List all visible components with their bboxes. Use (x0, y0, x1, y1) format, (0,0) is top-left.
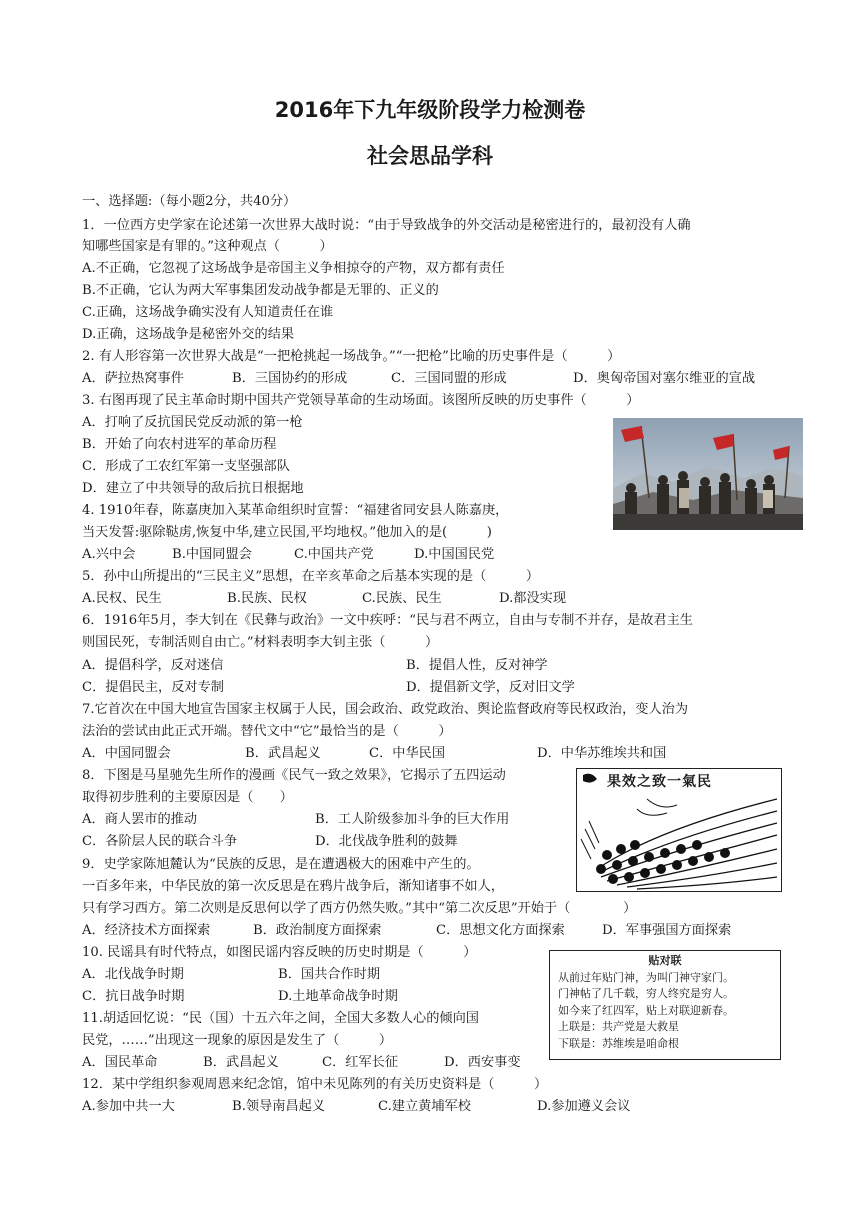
q7-stem-line2: 法治的尝试由此正式开端。替代文中“它”最恰当的是（ ） (82, 724, 452, 739)
cartoon-image (576, 768, 782, 892)
revolution-painting-image (613, 418, 803, 530)
exam-title: 2016年下九年级阶段学力检测卷 (274, 98, 586, 122)
q11-stem-line1: 11.胡适回忆说：“民（国）十五六年之间，全国大多数人心的倾向国 (82, 1011, 479, 1026)
exam-subtitle: 社会思品学科 (367, 144, 493, 168)
q1-option-b: B.不正确，它认为两大军事集团发动战争都是无罪的、正义的 (82, 283, 439, 298)
q8-option-c: C．各阶层人民的联合斗争 (82, 834, 238, 849)
q10-option-d: D.土地革命战争时期 (278, 989, 398, 1004)
q3-option-c: C．形成了工农红军第一支坚强部队 (82, 459, 290, 474)
q10-stem: 10. 民谣具有时代特点，如图民谣内容反映的历史时期是（ ） (82, 945, 477, 960)
q4-option-d: D.中国国民党 (414, 547, 495, 562)
q6-option-c: C．提倡民主，反对专制 (82, 680, 224, 695)
q7-option-b: B．武昌起义 (245, 746, 321, 761)
q4-stem-line2: 当天发誓:驱除鞑虏,恢复中华,建立民国,平均地权。”他加入的是( ) (82, 525, 492, 540)
q10-option-b: B．国共合作时期 (278, 967, 381, 982)
q3-option-d: D．建立了中共领导的敌后抗日根据地 (82, 481, 304, 496)
q11-stem-line2: 民党，……”出现这一现象的原因是发生了（ ） (82, 1033, 393, 1048)
q11-option-b: B．武昌起义 (203, 1055, 279, 1070)
q5-option-c: C.民族、民生 (362, 591, 442, 606)
q12-stem: 12．某中学组织参观周恩来纪念馆，馆中未见陈列的有关历史资料是（ ） (82, 1077, 548, 1092)
q2-option-a: A．萨拉热窝事件 (82, 371, 184, 386)
q9-option-c: C．思想文化方面探索 (436, 923, 565, 938)
q3-option-b: B．开始了向农村进军的革命历程 (82, 437, 277, 452)
q12-option-b: B.领导南昌起义 (232, 1099, 326, 1114)
q6-stem-line2: 则国民死，专制活则自由亡。”材料表明李大钊主张（ ） (82, 635, 439, 650)
q9-stem-line1: 9．史学家陈旭麓认为“民族的反思，是在遭遇极大的困难中产生的。 (82, 857, 480, 872)
q10-option-c: C．抗日战争时期 (82, 989, 185, 1004)
q6-stem-line1: 6．1916年5月，李大钊在《民彝与政治》一文中疾呼：“民与君不两立，自由与专制不并存，是故君主生 (82, 613, 693, 628)
q3-stem: 3. 右图再现了民主革命时期中国共产党领导革命的生动场面。该图所反映的历史事件（ ） (82, 393, 640, 408)
q6-option-a: A．提倡科学，反对迷信 (82, 658, 224, 673)
q5-stem: 5．孙中山所提出的“三民主义”思想，在辛亥革命之后基本实现的是（ ） (82, 569, 540, 584)
q2-stem: 2. 有人形容第一次世界大战是“一把枪挑起一场战争。”“一把枪”比喻的历史事件是（ ） (82, 349, 621, 364)
couplet-line-2: 门神帖了几千载，穷人终究是穷人。 (558, 987, 734, 1000)
q10-option-a: A．北伐战争时期 (82, 967, 184, 982)
q5-option-b: B.民族、民权 (227, 591, 307, 606)
couplet-box (549, 950, 781, 1060)
q7-stem-line1: 7.它首次在中国大地宣告国家主权属于人民，国会政治、政党政治、舆论监督政府等民权政治，变人治为 (82, 702, 689, 717)
cartoon-title: 果效之致一氣民 (607, 774, 712, 790)
q6-option-b: B．提倡人性，反对神学 (406, 658, 548, 673)
q4-option-b: B.中国同盟会 (172, 547, 252, 562)
q7-option-d: D．中华苏维埃共和国 (537, 746, 667, 761)
q11-option-d: D．西安事变 (444, 1055, 521, 1070)
q8-option-a: A．商人罢市的推动 (82, 812, 198, 827)
q1-option-a: A.不正确，它忽视了这场战争是帝国主义争相掠夺的产物，双方都有责任 (82, 261, 505, 276)
q8-option-d: D．北伐战争胜利的鼓舞 (315, 834, 458, 849)
q1-stem-line2: 知哪些国家是有罪的。”这种观点（ ） (82, 239, 333, 254)
section-heading: 一、选择题:（每小题2分，共40分） (82, 194, 297, 209)
q9-option-d: D．军事强国方面探索 (602, 923, 732, 938)
q8-option-b: B．工人阶级参加斗争的巨大作用 (315, 812, 510, 827)
q1-stem-line1: 1．一位西方史学家在论述第一次世界大战时说：“由于导致战争的外交活动是秘密进行的，最初没有人确 (82, 218, 691, 233)
q2-option-d: D．奥匈帝国对塞尔维亚的宣战 (573, 371, 756, 386)
q8-stem-line1: 8．下图是马星驰先生所作的漫画《民气一致之效果》，它揭示了五四运动 (82, 768, 506, 783)
q12-option-d: D.参加遵义会议 (537, 1099, 631, 1114)
q9-option-b: B．政治制度方面探索 (253, 923, 382, 938)
q6-option-d: D．提倡新文学，反对旧文学 (406, 680, 575, 695)
q9-stem-line2: 一百多年来，中华民放的第一次反思是在鸦片战争后，渐知诸事不如人， (82, 879, 504, 894)
q8-stem-line2: 取得初步胜利的主要原因是（ ） (82, 790, 293, 805)
q9-stem-line3: 只有学习西方。第二次则是反思何以学了西方仍然失败。”其中“第二次反思”开始于（ ） (82, 901, 637, 916)
q3-option-a: A．打响了反抗国民党反动派的第一枪 (82, 415, 303, 430)
couplet-title: 贴对联 (648, 954, 682, 967)
q11-option-c: C．红军长征 (322, 1055, 399, 1070)
q4-option-c: C.中国共产党 (294, 547, 374, 562)
q11-option-a: A．国民革命 (82, 1055, 158, 1070)
q1-option-d: D.正确，这场战争是秘密外交的结果 (82, 327, 295, 342)
q12-option-a: A.参加中共一大 (82, 1099, 175, 1114)
q5-option-a: A.民权、民生 (82, 591, 162, 606)
q7-option-c: C．中华民国 (369, 746, 446, 761)
q5-option-d: D.都没实现 (499, 591, 567, 606)
q7-option-a: A．中国同盟会 (82, 746, 171, 761)
q4-stem-line1: 4. 1910年春，陈嘉庚加入某革命组织时宣誓：“福建省同安县人陈嘉庚， (82, 503, 509, 518)
couplet-line-4: 上联是：共产党是大救星 (558, 1020, 679, 1033)
q12-option-c: C.建立黄埔军校 (378, 1099, 471, 1114)
couplet-line-3: 如今来了红四军，贴上对联迎新春。 (558, 1003, 734, 1017)
q1-option-c: C.正确，这场战争确实没有人知道责任在谁 (82, 305, 334, 320)
q2-option-c: C．三国同盟的形成 (391, 371, 507, 386)
couplet-line-1: 从前过年贴门神，为叫门神守家门。 (558, 970, 734, 984)
q9-option-a: A．经济技术方面探索 (82, 923, 211, 938)
q2-option-b: B．三国协约的形成 (232, 371, 348, 386)
q4-option-a: A.兴中会 (82, 547, 136, 562)
couplet-line-5: 下联是：苏维埃是咱命根 (558, 1036, 679, 1050)
